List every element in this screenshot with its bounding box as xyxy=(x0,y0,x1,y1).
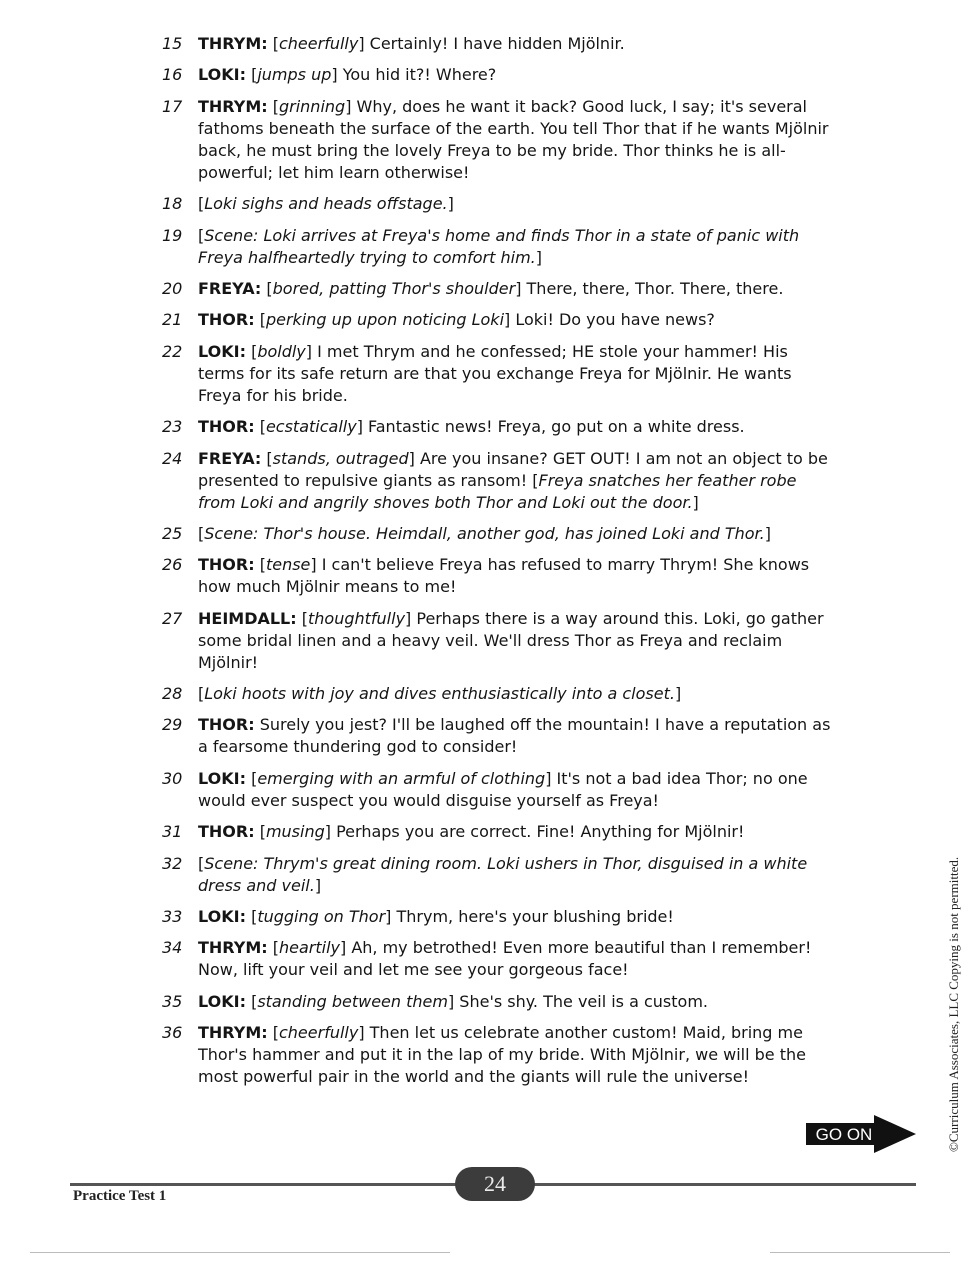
speaker-name: THRYM: xyxy=(198,34,268,53)
line-text xyxy=(198,193,832,215)
footer-rule-right xyxy=(532,1183,916,1186)
stage-direction: boldly xyxy=(257,341,306,361)
dialogue-text: [ xyxy=(267,96,279,116)
line-text xyxy=(198,33,832,55)
line-text xyxy=(198,768,832,812)
script-line xyxy=(162,448,832,514)
dialogue-text: ] Thrym, here's your blushing bride! xyxy=(385,907,674,927)
script-line xyxy=(162,278,832,300)
script-line xyxy=(162,523,832,545)
script-line xyxy=(162,96,832,184)
stage-direction: Scene: Thrym's great dining room. Loki ushers in Thor, disguised in a white dress and veil. xyxy=(198,853,808,895)
bottom-divider xyxy=(30,1252,450,1253)
dialogue-text: [ xyxy=(198,225,205,245)
stage-direction: cheerfully xyxy=(278,34,359,53)
stage-direction: ecstatically xyxy=(265,417,357,437)
script-line xyxy=(162,33,832,55)
speaker-name: LOKI: xyxy=(198,991,246,1011)
speaker-name: THOR: xyxy=(198,555,255,575)
line-text xyxy=(198,991,832,1013)
footer-rule-left xyxy=(70,1183,458,1186)
stage-direction: bored, patting Thor's shoulder xyxy=(272,278,516,298)
line-text xyxy=(198,341,832,407)
dialogue-text: ] It's not a bad idea Thor; no one would ever suspect you would disguise yourself as Freya! xyxy=(198,768,808,810)
line-text xyxy=(198,309,832,331)
line-number: 15 xyxy=(162,34,183,53)
dialogue-text: ] Are you insane? GET OUT! I am not an object to be presented to repulsive giants as ransom! [ xyxy=(198,448,828,490)
speaker-name: LOKI: xyxy=(198,65,246,85)
stage-direction: jumps up xyxy=(257,65,332,85)
stage-direction: thoughtfully xyxy=(307,608,406,628)
line-text xyxy=(198,448,832,514)
dialogue-text: [ xyxy=(296,608,308,628)
line-text xyxy=(198,554,832,598)
line-number: 17 xyxy=(162,96,183,116)
dialogue-text: [ xyxy=(198,194,205,214)
line-number: 16 xyxy=(162,65,183,85)
line-number: 20 xyxy=(162,278,183,298)
line-number: 33 xyxy=(162,907,183,927)
line-number: 35 xyxy=(162,991,183,1011)
line-number: 31 xyxy=(162,822,183,842)
line-number: 28 xyxy=(162,684,183,704)
stage-direction: Scene: Thor's house. Heimdall, another god, has joined Loki and Thor. xyxy=(204,523,765,543)
line-number: 32 xyxy=(162,853,183,873)
dialogue-text: [ xyxy=(267,938,279,958)
line-text xyxy=(198,64,832,86)
page-number: 24 xyxy=(455,1167,535,1201)
line-text xyxy=(198,96,832,184)
line-text xyxy=(198,821,832,843)
script-line xyxy=(162,937,832,981)
line-number: 26 xyxy=(162,555,183,575)
dialogue-text: ] There, there, Thor. There, there. xyxy=(515,278,784,298)
line-text xyxy=(198,683,832,705)
script-line xyxy=(162,683,832,705)
script-line xyxy=(162,225,832,269)
script-line xyxy=(162,906,832,928)
script-line xyxy=(162,608,832,674)
dialogue-text: ] I can't believe Freya has refused to marry Thrym! She knows how much Mjölnir means to me! xyxy=(198,555,810,597)
dialogue-text: [ xyxy=(254,310,266,330)
script-line xyxy=(162,768,832,812)
script-line xyxy=(162,341,832,407)
line-text xyxy=(198,608,832,674)
dialogue-text: [ xyxy=(267,34,279,53)
dialogue-text: [ xyxy=(198,853,205,873)
stage-direction: perking up upon noticing Loki xyxy=(265,310,505,330)
dialogue-text: [ xyxy=(254,417,266,437)
dialogue-text: ] xyxy=(314,875,322,895)
copyright-notice: ©Curriculum Associates, LLC Copying is not permitted. xyxy=(946,856,961,1152)
speaker-name: FREYA: xyxy=(198,448,262,468)
line-number: 25 xyxy=(162,523,183,543)
script-line xyxy=(162,309,832,331)
dialogue-text: ] Perhaps there is a way around this. Loki, go gather some bridal linen and a heavy veil. We'll dress Thor as Freya and reclaim Mjölnir! xyxy=(198,608,824,672)
dialogue-text: ] xyxy=(764,523,771,543)
stage-direction: Loki hoots with joy and dives enthusiastically into a closet. xyxy=(204,684,675,704)
play-lines xyxy=(162,33,832,1098)
dialogue-text: ] Fantastic news! Freya, go put on a white dress. xyxy=(356,417,745,437)
stage-direction: Loki sighs and heads offstage. xyxy=(204,194,448,214)
speaker-name: THOR: xyxy=(198,715,255,735)
go-on-label: GO ON xyxy=(815,1125,873,1144)
script-line xyxy=(162,64,832,86)
speaker-name: HEIMDALL: xyxy=(198,608,297,628)
line-number: 21 xyxy=(162,310,183,330)
line-text xyxy=(198,523,832,545)
dialogue-text: ] xyxy=(692,492,699,512)
dialogue-text: ] Then let us celebrate another custom! Maid, bring me Thor's hammer and put it in the lap of my bride. With Mjölnir, we will be the most powerful pair in the world and the giants will rule the universe! xyxy=(198,1023,806,1087)
script-line xyxy=(162,1022,832,1088)
stage-direction: cheerfully xyxy=(278,1023,359,1043)
dialogue-text: [ xyxy=(245,768,258,788)
stage-direction: stands, outraged xyxy=(272,448,409,468)
bottom-divider xyxy=(770,1252,950,1253)
script-line xyxy=(162,821,832,843)
dialogue-text: ] You hid it?! Where? xyxy=(331,65,497,85)
stage-direction: musing xyxy=(265,822,325,842)
dialogue-text: [ xyxy=(245,341,258,361)
speaker-name: THRYM: xyxy=(198,96,268,116)
footer-label: Practice Test 1 xyxy=(73,1188,167,1204)
script-line xyxy=(162,416,832,438)
dialogue-text: ] She's shy. The veil is a custom. xyxy=(447,991,708,1011)
line-number: 22 xyxy=(162,341,183,361)
dialogue-text: ] xyxy=(447,194,454,214)
speaker-name: THRYM: xyxy=(198,938,268,958)
dialogue-text: [ xyxy=(267,1023,279,1043)
stage-direction: standing between them xyxy=(257,991,448,1011)
dialogue-text: [ xyxy=(198,684,205,704)
script-line xyxy=(162,554,832,598)
stage-direction: emerging with an armful of clothing xyxy=(257,768,546,788)
line-text xyxy=(198,225,832,269)
dialogue-text: [ xyxy=(198,523,205,543)
line-number: 18 xyxy=(162,194,183,214)
line-text xyxy=(198,278,832,300)
dialogue-text: [ xyxy=(245,991,258,1011)
line-number: 24 xyxy=(162,448,183,468)
dialogue-text: ] Why, does he want it back? Good luck, I say; it's several fathoms beneath the surface of the earth. You tell Thor that if he wants Mjölnir back, he must bring the lovely Freya to be my bride. Thor thinks he is all-powerful; let him learn otherwise! xyxy=(198,96,829,182)
line-number: 27 xyxy=(162,608,183,628)
speaker-name: LOKI: xyxy=(198,768,246,788)
stage-direction: Scene: Loki arrives at Freya's home and finds Thor in a state of panic with Freya halfheartedly trying to comfort him. xyxy=(198,225,800,267)
line-number: 19 xyxy=(162,225,183,245)
line-number: 36 xyxy=(162,1023,183,1043)
speaker-name: FREYA: xyxy=(198,278,262,298)
line-text xyxy=(198,714,832,758)
line-number: 23 xyxy=(162,417,183,437)
dialogue-text: ] Certainly! I have hidden Mjölnir. xyxy=(358,34,625,53)
line-text xyxy=(198,937,832,981)
speaker-name: THOR: xyxy=(198,310,255,330)
dialogue-text: ] I met Thrym and he confessed; HE stole your hammer! His terms for its safe return are that you exchange Freya for Mjölnir. He wants Freya for his bride. xyxy=(198,341,792,405)
dialogue-text: [ xyxy=(261,278,273,298)
speaker-name: THOR: xyxy=(198,822,255,842)
line-number: 34 xyxy=(162,938,183,958)
stage-direction: grinning xyxy=(278,96,346,116)
dialogue-text: ] xyxy=(535,247,542,267)
dialogue-text: [ xyxy=(245,65,258,85)
line-text xyxy=(198,416,832,438)
speaker-name: THRYM: xyxy=(198,1023,268,1043)
script-line xyxy=(162,193,832,215)
line-text xyxy=(198,853,832,897)
dialogue-text: ] Loki! Do you have news? xyxy=(504,310,715,330)
dialogue-text: Surely you jest? I'll be laughed off the mountain! I have a reputation as a fearsome thundering god to consider! xyxy=(198,715,831,757)
script-line xyxy=(162,991,832,1013)
stage-direction: Freya snatches her feather robe from Loki and angrily shoves both Thor and Loki out the door. xyxy=(198,470,797,512)
line-text xyxy=(198,906,832,928)
script-line xyxy=(162,714,832,758)
speaker-name: LOKI: xyxy=(198,907,246,927)
dialogue-text: ] Perhaps you are correct. Fine! Anything for Mjölnir! xyxy=(324,822,745,842)
stage-direction: tense xyxy=(265,555,311,575)
speaker-name: THOR: xyxy=(198,417,255,437)
stage-direction: heartily xyxy=(278,938,340,958)
dialogue-text: [ xyxy=(245,907,258,927)
speaker-name: LOKI: xyxy=(198,341,246,361)
dialogue-text: [ xyxy=(261,448,273,468)
line-number: 30 xyxy=(162,768,183,788)
line-number: 29 xyxy=(162,715,183,735)
dialogue-text: ] xyxy=(674,684,682,704)
script-line xyxy=(162,853,832,897)
stage-direction: tugging on Thor xyxy=(257,907,386,927)
dialogue-text: ] Ah, my betrothed! Even more beautiful than I remember! Now, lift your veil and let me see your gorgeous face! xyxy=(198,938,812,980)
dialogue-text: [ xyxy=(254,555,266,575)
line-text xyxy=(198,1022,832,1088)
go-on-arrow xyxy=(806,1113,916,1155)
dialogue-text: [ xyxy=(254,822,266,842)
